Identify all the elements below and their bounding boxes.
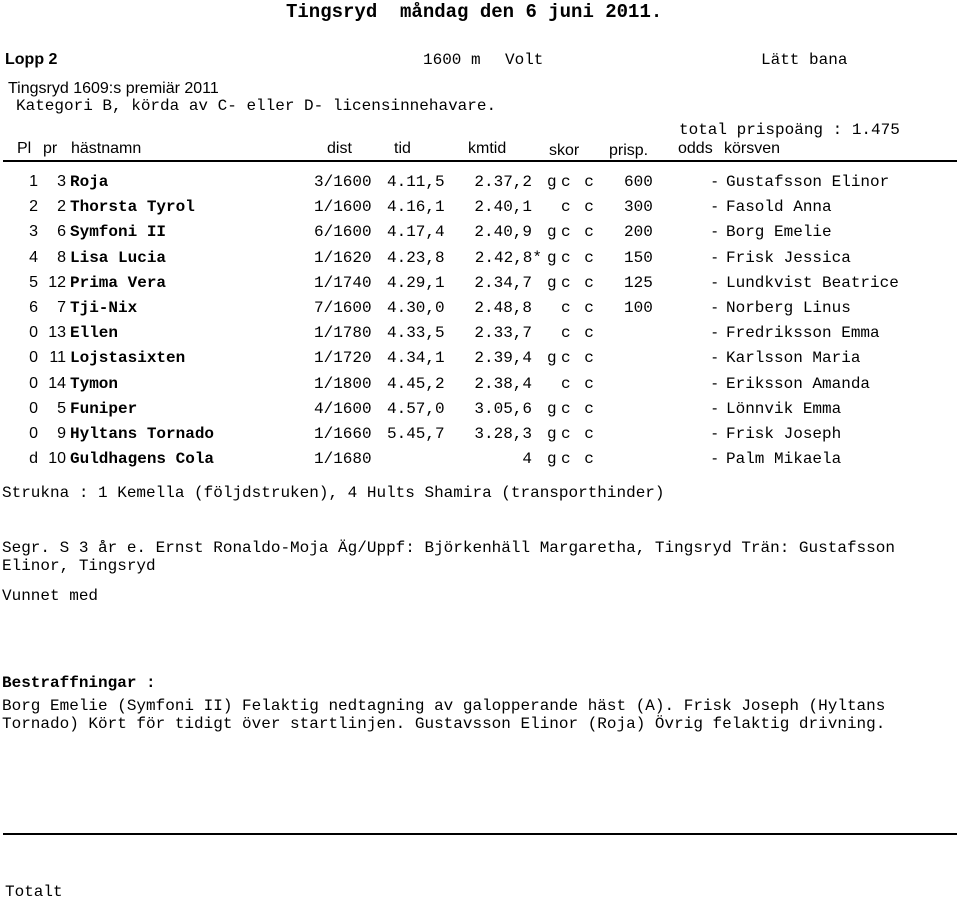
col-shoes: skor xyxy=(549,142,580,159)
result-distance: 1/1800 xyxy=(314,375,372,393)
result-time: 4.16,1 xyxy=(387,198,445,216)
result-km-time: 2.40,1 xyxy=(474,198,532,216)
result-placement: 0 xyxy=(29,349,38,366)
result-post-position: 14 xyxy=(48,375,66,392)
result-row xyxy=(0,347,960,369)
page-title: Tingsryd måndag den 6 juni 2011. xyxy=(286,1,663,23)
result-placement: 0 xyxy=(29,425,38,442)
result-gallop-flag: g xyxy=(547,274,557,292)
result-driver: Lönnvik Emma xyxy=(726,400,842,418)
race-start-type: Volt xyxy=(505,51,544,69)
result-shoes: c c xyxy=(561,299,596,317)
result-placement: 6 xyxy=(29,299,38,316)
race-label: Lopp 2 xyxy=(5,51,58,68)
col-pr: pr xyxy=(43,140,58,157)
result-km-time: 2.48,8 xyxy=(474,299,532,317)
result-prize: 125 xyxy=(624,274,653,292)
result-placement: 4 xyxy=(29,249,38,266)
result-shoes: c c xyxy=(561,223,596,241)
result-driver: Lundkvist Beatrice xyxy=(726,274,899,292)
result-shoes: c c xyxy=(561,400,596,418)
result-horse-name: Funiper xyxy=(70,400,138,418)
result-shoes: c c xyxy=(561,425,596,443)
result-horse-name: Hyltans Tornado xyxy=(70,425,215,443)
result-post-position: 6 xyxy=(57,223,66,240)
result-row xyxy=(0,221,960,243)
col-odds: odds xyxy=(678,140,713,157)
result-km-time: 2.38,4 xyxy=(474,375,532,393)
result-time: 4.11,5 xyxy=(387,173,445,191)
result-distance: 1/1660 xyxy=(314,425,372,443)
result-time: 4.30,0 xyxy=(387,299,445,317)
result-row xyxy=(0,196,960,218)
result-shoes: c c xyxy=(561,375,596,393)
result-post-position: 7 xyxy=(57,299,66,316)
result-driver: Frisk Jessica xyxy=(726,249,851,267)
result-time: 4.23,8 xyxy=(387,249,445,267)
race-track: Lätt bana xyxy=(761,51,848,69)
result-km-time: 2.33,7 xyxy=(474,324,532,342)
col-driver: körsven xyxy=(724,140,781,157)
result-distance: 1/1680 xyxy=(314,450,372,468)
result-post-position: 10 xyxy=(48,450,66,467)
result-row xyxy=(0,423,960,445)
result-time: 4.45,2 xyxy=(387,375,445,393)
result-gallop-flag: g xyxy=(547,349,557,367)
result-prize: 150 xyxy=(624,249,653,267)
result-shoes: c c xyxy=(561,349,596,367)
result-distance: 4/1600 xyxy=(314,400,372,418)
result-odds-dash: - xyxy=(712,324,718,341)
result-post-position: 13 xyxy=(48,324,66,341)
result-post-position: 8 xyxy=(57,249,66,266)
result-time: 4.17,4 xyxy=(387,223,445,241)
result-gallop-flag: g xyxy=(547,400,557,418)
result-time: 4.33,5 xyxy=(387,324,445,342)
result-placement: 3 xyxy=(29,223,38,240)
result-time: 5.45,7 xyxy=(387,425,445,443)
result-placement: 1 xyxy=(29,173,38,190)
result-odds-dash: - xyxy=(712,223,718,240)
result-post-position: 3 xyxy=(57,173,66,190)
result-post-position: 2 xyxy=(57,198,66,215)
result-shoes: c c xyxy=(561,274,596,292)
result-km-time: 2.34,7 xyxy=(474,274,532,292)
result-placement: 0 xyxy=(29,324,38,341)
result-horse-name: Lisa Lucia xyxy=(70,249,167,267)
result-row xyxy=(0,297,960,319)
result-odds-dash: - xyxy=(712,274,718,291)
penalties-text: Borg Emelie (Symfoni II) Felaktig nedtagning av galopperande häst (A). Frisk Joseph (Hyltans Tornado) Kört för tidigt över startlinjen. Gustavsson Elinor (Roja) Övrig felaktig drivning. xyxy=(2,697,886,733)
result-horse-name: Symfoni II xyxy=(70,223,167,241)
result-horse-name: Prima Vera xyxy=(70,274,167,292)
result-distance: 1/1600 xyxy=(314,198,372,216)
result-time: 4.34,1 xyxy=(387,349,445,367)
result-prize: 100 xyxy=(624,299,653,317)
result-horse-name: Roja xyxy=(70,173,109,191)
result-odds-dash: - xyxy=(712,173,718,190)
result-row xyxy=(0,398,960,420)
col-prize: prisp. xyxy=(609,142,649,159)
result-placement: 0 xyxy=(29,400,38,417)
result-odds-dash: - xyxy=(712,400,718,417)
result-driver: Karlsson Maria xyxy=(726,349,861,367)
result-km-time: 2.40,9 xyxy=(474,223,532,241)
result-distance: 1/1780 xyxy=(314,324,372,342)
result-distance: 1/1740 xyxy=(314,274,372,292)
result-placement: 5 xyxy=(29,274,38,291)
result-shoes: c c xyxy=(561,324,596,342)
result-odds-dash: - xyxy=(712,450,718,467)
result-odds-dash: - xyxy=(712,198,718,215)
result-gallop-flag: g xyxy=(547,173,557,191)
result-placement: 2 xyxy=(29,198,38,215)
result-gallop-flag: g xyxy=(547,450,557,468)
footer-rule xyxy=(3,833,957,835)
result-prize: 300 xyxy=(624,198,653,216)
won-with: Vunnet med xyxy=(2,587,99,605)
result-horse-name: Tji-Nix xyxy=(70,299,138,317)
race-category: Kategori B, körda av C- eller D- licensinnehavare. xyxy=(16,97,497,115)
result-horse-name: Guldhagens Cola xyxy=(70,450,215,468)
result-driver: Fredriksson Emma xyxy=(726,324,880,342)
result-km-time: 3.05,6 xyxy=(474,400,532,418)
result-gallop-flag: g xyxy=(547,425,557,443)
result-distance: 6/1600 xyxy=(314,223,372,241)
result-odds-dash: - xyxy=(712,299,718,316)
result-shoes: c c xyxy=(561,450,596,468)
total-prize-points: total prispoäng : 1.475 xyxy=(679,121,900,139)
result-horse-name: Ellen xyxy=(70,324,119,342)
result-km-time: 2.42,8* xyxy=(474,249,542,267)
result-shoes: c c xyxy=(561,249,596,267)
header-rule xyxy=(3,160,957,162)
result-shoes: c c xyxy=(561,198,596,216)
result-post-position: 11 xyxy=(49,349,66,366)
col-kmtime: kmtid xyxy=(468,140,507,157)
result-gallop-flag: g xyxy=(547,223,557,241)
result-driver: Eriksson Amanda xyxy=(726,375,871,393)
result-km-time: 3.28,3 xyxy=(474,425,532,443)
result-placement: 0 xyxy=(29,375,38,392)
result-row xyxy=(0,322,960,344)
scratched-note: Strukna : 1 Kemella (följdstruken), 4 Hults Shamira (transporthinder) xyxy=(2,484,665,502)
result-odds-dash: - xyxy=(712,249,718,266)
result-time: 4.29,1 xyxy=(387,274,445,292)
result-row xyxy=(0,171,960,193)
race-distance: 1600 m xyxy=(423,51,481,69)
result-row xyxy=(0,448,960,470)
result-odds-dash: - xyxy=(712,425,718,442)
result-time: 4.57,0 xyxy=(387,400,445,418)
total-label: Totalt xyxy=(5,883,63,901)
result-placement: d xyxy=(29,450,38,467)
result-distance: 3/1600 xyxy=(314,173,372,191)
result-prize: 200 xyxy=(624,223,653,241)
result-horse-name: Thorsta Tyrol xyxy=(70,198,195,216)
col-pl: Pl xyxy=(17,140,32,157)
col-dist: dist xyxy=(327,140,352,157)
result-row xyxy=(0,247,960,269)
result-post-position: 5 xyxy=(57,400,66,417)
result-post-position: 12 xyxy=(48,274,66,291)
col-time: tid xyxy=(394,140,411,157)
result-prize: 600 xyxy=(624,173,653,191)
result-driver: Gustafsson Elinor xyxy=(726,173,890,191)
result-odds-dash: - xyxy=(712,375,718,392)
result-distance: 1/1620 xyxy=(314,249,372,267)
result-driver: Borg Emelie xyxy=(726,223,832,241)
result-distance: 7/1600 xyxy=(314,299,372,317)
result-driver: Palm Mikaela xyxy=(726,450,842,468)
col-horse: hästnamn xyxy=(71,140,142,157)
result-distance: 1/1720 xyxy=(314,349,372,367)
result-km-time: 4 xyxy=(522,450,532,468)
result-driver: Frisk Joseph xyxy=(726,425,842,443)
result-odds-dash: - xyxy=(712,349,718,366)
winner-info: Segr. S 3 år e. Ernst Ronaldo-Moja Äg/Uppf: Björkenhäll Margaretha, Tingsryd Trän: Gustafsson Elinor, Tingsryd xyxy=(2,539,895,575)
result-km-time: 2.37,2 xyxy=(474,173,532,191)
result-driver: Fasold Anna xyxy=(726,198,832,216)
result-row xyxy=(0,373,960,395)
result-horse-name: Tymon xyxy=(70,375,119,393)
result-shoes: c c xyxy=(561,173,596,191)
result-driver: Norberg Linus xyxy=(726,299,851,317)
result-horse-name: Lojstasixten xyxy=(70,349,186,367)
penalties-heading: Bestraffningar : xyxy=(2,674,156,692)
result-km-time: 2.39,4 xyxy=(474,349,532,367)
result-post-position: 9 xyxy=(57,425,66,442)
race-name: Tingsryd 1609:s premiär 2011 xyxy=(8,80,219,97)
result-row xyxy=(0,272,960,294)
result-gallop-flag: g xyxy=(547,249,557,267)
